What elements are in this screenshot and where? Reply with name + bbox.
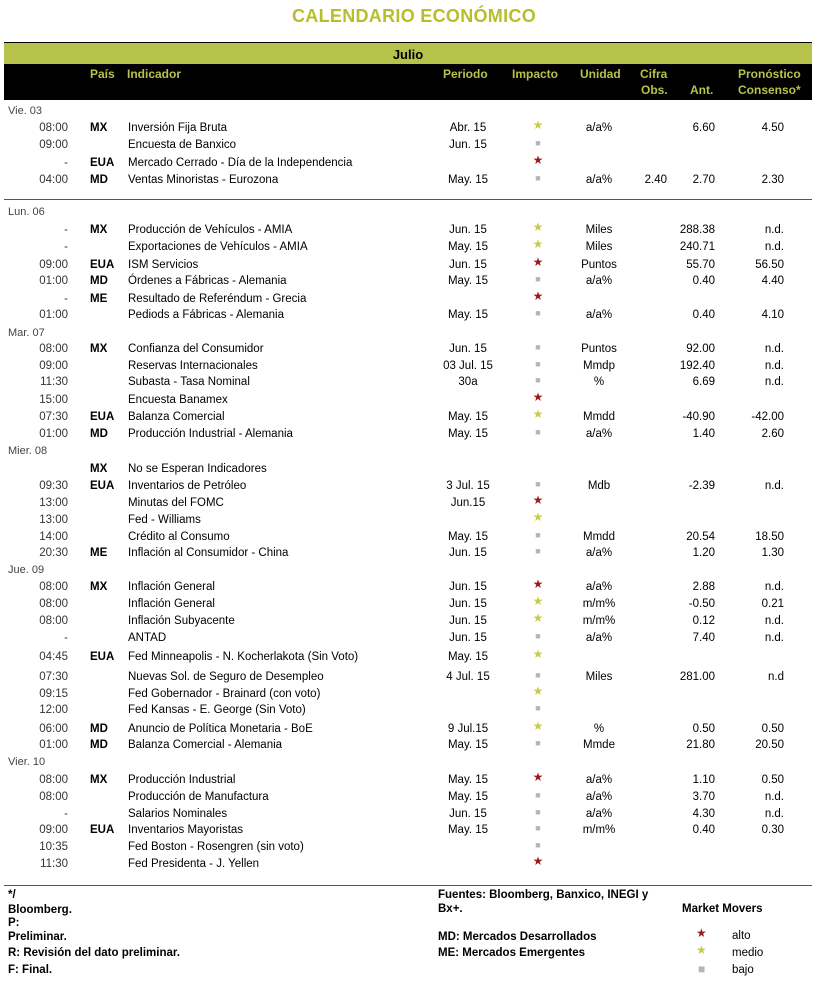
sources: Bx+.	[438, 903, 463, 915]
page-title: CALENDARIO ECONÓMICO	[292, 6, 536, 26]
row-time: -	[64, 808, 68, 820]
row-time: 07:30	[39, 671, 68, 683]
row-pronostico: 0.50	[761, 723, 784, 735]
legend-me: ME: Mercados Emergentes	[438, 947, 585, 959]
row-time: 08:00	[39, 343, 68, 355]
row-pronostico: 56.50	[755, 259, 784, 271]
star-yellow-icon: ★	[532, 510, 544, 524]
row-time: 08:00	[39, 122, 68, 134]
row-periodo: 03 Jul. 15	[443, 360, 493, 372]
row-indicator: Fed Kansas - E. George (Sin Voto)	[128, 704, 306, 716]
row-country: EUA	[90, 651, 115, 663]
square-gray-icon: ■	[535, 173, 541, 183]
star-red-icon: ★	[532, 390, 544, 404]
row-time: 09:30	[39, 480, 68, 492]
row-periodo: Jun. 15	[449, 632, 487, 644]
row-pronostico: 0.21	[761, 598, 784, 610]
row-anterior: 6.69	[692, 376, 715, 388]
month-bar: Julio	[4, 43, 812, 64]
row-periodo: Jun. 15	[449, 581, 487, 593]
footnote: R: Revisión del dato preliminar.	[8, 947, 180, 959]
row-indicator: Fed - Williams	[128, 514, 201, 526]
row-unidad: Mdb	[587, 480, 611, 492]
row-time: 11:30	[40, 376, 68, 388]
row-unidad: Miles	[585, 241, 613, 253]
row-pronostico: 2.30	[761, 174, 784, 186]
row-anterior: 4.30	[692, 808, 715, 820]
star-yellow-icon: ★	[532, 611, 544, 625]
star-red-icon: ★	[532, 255, 544, 269]
row-indicator: Inversión Fija Bruta	[128, 122, 228, 134]
row-periodo: Abr. 15	[449, 122, 487, 134]
row-indicator: Subasta - Tasa Nominal	[128, 376, 250, 388]
row-time: 01:00	[39, 428, 68, 440]
row-country: MD	[90, 739, 108, 751]
row-pronostico: n.d.	[764, 360, 784, 372]
star-red-icon: ★	[532, 577, 544, 591]
row-anterior: -40.90	[682, 411, 715, 423]
row-periodo: May. 15	[447, 411, 489, 423]
row-periodo: Jun. 15	[449, 808, 487, 820]
row-anterior: -0.50	[688, 598, 715, 610]
row-periodo: May. 15	[447, 174, 489, 186]
row-anterior: 20.54	[686, 531, 715, 543]
row-unidad: %	[593, 376, 605, 388]
row-pronostico: 0.50	[761, 774, 784, 786]
row-indicator: Inflación Subyacente	[128, 615, 235, 627]
row-pronostico: n.d.	[764, 615, 784, 627]
row-anterior: 1.40	[692, 428, 715, 440]
row-unidad: a/a%	[585, 632, 613, 644]
row-indicator: Anuncio de Política Monetaria - BoE	[128, 723, 313, 735]
square-gray-icon: ■	[535, 670, 541, 680]
row-unidad: m/m%	[582, 824, 616, 836]
row-country: MD	[90, 174, 108, 186]
row-time: 09:00	[39, 259, 68, 271]
row-indicator: Confianza del Consumidor	[128, 343, 264, 355]
star-yellow-icon: ★	[532, 719, 544, 733]
row-time: 11:30	[40, 858, 68, 870]
row-indicator: Inventarios Mayoristas	[128, 824, 244, 836]
row-periodo: May. 15	[447, 774, 489, 786]
row-unidad: a/a%	[585, 774, 613, 786]
row-time: 13:00	[39, 514, 68, 526]
row-indicator: Crédito al Consumo	[128, 531, 230, 543]
legend-medio: medio	[732, 947, 764, 959]
row-anterior: 1.10	[692, 774, 715, 786]
row-unidad: Puntos	[581, 343, 617, 355]
row-anterior: 3.70	[692, 791, 715, 803]
row-time: 09:15	[39, 688, 68, 700]
row-time: -	[64, 241, 68, 253]
row-anterior: 0.12	[692, 615, 715, 627]
square-gray-icon: ■	[535, 823, 541, 833]
row-country: MX	[90, 343, 108, 355]
row-indicator: Producción de Vehículos - AMIA	[128, 224, 293, 236]
day-label: Vie. 03	[8, 105, 43, 117]
row-unidad: a/a%	[585, 791, 613, 803]
row-anterior: 0.40	[692, 275, 715, 287]
row-indicator: Mercado Cerrado - Día de la Independencia	[128, 157, 353, 169]
row-time: 01:00	[39, 275, 68, 287]
row-indicator: Inflación General	[128, 581, 215, 593]
header-indicador: Indicador	[127, 67, 182, 81]
row-periodo: 4 Jul. 15	[446, 671, 490, 683]
row-periodo: May. 15	[447, 791, 489, 803]
row-anterior: 2.88	[692, 581, 715, 593]
legend-bajo: bajo	[732, 964, 754, 976]
row-indicator: Nuevas Sol. de Seguro de Desempleo	[128, 671, 324, 683]
row-time: 09:00	[39, 824, 68, 836]
row-unidad: a/a%	[585, 122, 613, 134]
row-periodo: Jun. 15	[449, 259, 487, 271]
header-pais: País	[90, 67, 115, 81]
row-country: EUA	[90, 480, 115, 492]
day-label: Mar. 07	[8, 327, 45, 339]
row-indicator: Fed Presidenta - J. Yellen	[128, 858, 260, 870]
star-yellow-icon: ★	[532, 684, 544, 698]
row-pronostico: n.d.	[764, 791, 784, 803]
row-anterior: 281.00	[679, 671, 715, 683]
row-periodo: Jun. 15	[449, 224, 487, 236]
row-anterior: 55.70	[686, 259, 715, 271]
row-time: 09:00	[39, 139, 68, 151]
row-time: -	[64, 632, 68, 644]
row-anterior: 1.20	[692, 547, 715, 559]
row-time: 12:00	[39, 704, 68, 716]
row-periodo: 30a	[458, 376, 478, 388]
row-unidad: Miles	[585, 671, 613, 683]
row-unidad: m/m%	[582, 598, 616, 610]
row-indicator: No se Esperan Indicadores	[128, 463, 267, 475]
row-country: MX	[90, 774, 108, 786]
row-indicator: Balanza Comercial - Alemania	[128, 739, 283, 751]
row-pronostico: n.d.	[764, 480, 784, 492]
star-yellow-icon: ★	[532, 647, 544, 661]
row-indicator: Ventas Minoristas - Eurozona	[128, 174, 279, 186]
row-pronostico: n.d.	[764, 343, 784, 355]
row-pronostico: n.d.	[764, 224, 784, 236]
row-unidad: a/a%	[585, 309, 613, 321]
row-time: 14:00	[39, 531, 68, 543]
row-time: 04:00	[39, 174, 68, 186]
square-gray-icon: ■	[535, 840, 541, 850]
header-cifra: Cifra	[640, 67, 668, 81]
row-time: -	[64, 293, 68, 305]
row-anterior: -2.39	[688, 480, 715, 492]
row-anterior: 21.80	[686, 739, 715, 751]
square-gray-icon: ■	[698, 962, 706, 976]
row-periodo: May. 15	[447, 739, 489, 751]
row-time: 10:35	[39, 841, 68, 853]
row-country: MD	[90, 428, 108, 440]
row-time: 01:00	[39, 309, 68, 321]
row-pronostico: n.d	[768, 671, 784, 683]
row-cifra-obs: 2.40	[644, 174, 667, 186]
square-gray-icon: ■	[535, 138, 541, 148]
row-country: ME	[90, 547, 108, 559]
row-pronostico: 1.30	[761, 547, 784, 559]
square-gray-icon: ■	[535, 479, 541, 489]
row-unidad: Mmdd	[583, 531, 615, 543]
header-pronostico: Pronóstico	[738, 67, 801, 81]
row-periodo: May. 15	[447, 824, 489, 836]
row-pronostico: n.d.	[764, 581, 784, 593]
row-indicator: Pediods a Fábricas - Alemania	[128, 309, 284, 321]
row-periodo: May. 15	[447, 241, 489, 253]
row-pronostico: n.d.	[764, 808, 784, 820]
row-unidad: Mmde	[583, 739, 615, 751]
row-indicator: Balanza Comercial	[128, 411, 225, 423]
footnote: */	[8, 889, 16, 901]
row-country: MX	[90, 463, 108, 475]
star-red-icon: ★	[532, 493, 544, 507]
row-indicator: Órdenes a Fábricas - Alemania	[128, 275, 287, 287]
row-indicator: Encuesta Banamex	[128, 394, 228, 406]
row-time: 08:00	[39, 615, 68, 627]
row-pronostico: 18.50	[755, 531, 784, 543]
row-pronostico: n.d.	[764, 241, 784, 253]
footnote: P:	[8, 917, 20, 929]
sources: Fuentes: Bloomberg, Banxico, INEGI y	[438, 889, 649, 901]
row-indicator: Fed Gobernador - Brainard (con voto)	[128, 688, 321, 700]
square-gray-icon: ■	[535, 274, 541, 284]
row-pronostico: 4.50	[761, 122, 784, 134]
row-unidad: a/a%	[585, 428, 613, 440]
square-gray-icon: ■	[535, 375, 541, 385]
star-red-icon: ★	[532, 153, 544, 167]
row-indicator: Producción de Manufactura	[128, 791, 269, 803]
row-unidad: m/m%	[582, 615, 616, 627]
row-pronostico: 0.30	[761, 824, 784, 836]
row-country: EUA	[90, 824, 115, 836]
row-unidad: a/a%	[585, 808, 613, 820]
star-yellow-icon: ★	[532, 407, 544, 421]
square-gray-icon: ■	[535, 427, 541, 437]
row-time: 08:00	[39, 598, 68, 610]
row-country: ME	[90, 293, 108, 305]
row-time: 04:45	[39, 651, 68, 663]
row-anterior: 240.71	[679, 241, 715, 253]
header-ant: Ant.	[690, 83, 714, 97]
row-time: 08:00	[39, 791, 68, 803]
header-impacto: Impacto	[512, 67, 559, 81]
row-indicator: Fed Boston - Rosengren (sin voto)	[128, 841, 304, 853]
row-time: 08:00	[39, 581, 68, 593]
divider	[4, 885, 812, 886]
square-gray-icon: ■	[535, 807, 541, 817]
row-pronostico: 4.10	[761, 309, 784, 321]
row-indicator: Inflación General	[128, 598, 215, 610]
row-country: EUA	[90, 411, 115, 423]
star-yellow-icon: ★	[532, 594, 544, 608]
row-periodo: May. 15	[447, 309, 489, 321]
row-pronostico: 20.50	[755, 739, 784, 751]
row-unidad: a/a%	[585, 547, 613, 559]
row-indicator: Minutas del FOMC	[128, 497, 224, 509]
header-unidad: Unidad	[580, 67, 621, 81]
row-unidad: Miles	[585, 224, 613, 236]
row-anterior: 0.40	[692, 824, 715, 836]
row-country: EUA	[90, 259, 115, 271]
row-periodo: 3 Jul. 15	[446, 480, 490, 492]
square-gray-icon: ■	[535, 790, 541, 800]
row-time: 07:30	[39, 411, 68, 423]
row-unidad: Puntos	[581, 259, 617, 271]
row-time: -	[64, 157, 68, 169]
row-indicator: ANTAD	[128, 632, 167, 644]
row-pronostico: n.d.	[764, 632, 784, 644]
row-periodo: May. 15	[447, 651, 489, 663]
row-unidad: a/a%	[585, 275, 613, 287]
row-periodo: May. 15	[447, 275, 489, 287]
square-gray-icon: ■	[535, 359, 541, 369]
row-indicator: Inflación al Consumidor - China	[128, 547, 289, 559]
row-time: 01:00	[39, 739, 68, 751]
row-time: 06:00	[39, 723, 68, 735]
row-indicator: Producción Industrial - Alemania	[128, 428, 293, 440]
square-gray-icon: ■	[535, 703, 541, 713]
divider	[4, 199, 812, 200]
square-gray-icon: ■	[535, 530, 541, 540]
footnote: Preliminar.	[8, 931, 67, 943]
row-pronostico: -42.00	[751, 411, 784, 423]
row-anterior: 7.40	[692, 632, 715, 644]
day-label: Vier. 10	[8, 756, 46, 768]
row-anterior: 6.60	[692, 122, 715, 134]
star-yellow-icon: ★	[532, 220, 544, 234]
row-time: 09:00	[39, 360, 68, 372]
row-unidad: %	[593, 723, 605, 735]
row-time: 08:00	[39, 774, 68, 786]
square-gray-icon: ■	[535, 308, 541, 318]
row-unidad: Mmdd	[583, 411, 615, 423]
row-anterior: 92.00	[686, 343, 715, 355]
row-unidad: a/a%	[585, 581, 613, 593]
square-gray-icon: ■	[535, 738, 541, 748]
star-red-icon: ★	[532, 854, 544, 868]
row-anterior: 0.50	[692, 723, 715, 735]
row-country: MX	[90, 581, 108, 593]
header-obs: Obs.	[641, 83, 668, 97]
row-periodo: May. 15	[447, 531, 489, 543]
star-yellow-icon: ★	[532, 237, 544, 251]
row-country: MX	[90, 224, 108, 236]
row-indicator: Encuesta de Banxico	[128, 139, 237, 151]
row-pronostico: 4.40	[761, 275, 784, 287]
row-indicator: Exportaciones de Vehículos - AMIA	[128, 241, 308, 253]
row-unidad: Mmdp	[583, 360, 615, 372]
row-time: 15:00	[39, 394, 68, 406]
row-time: 13:00	[39, 497, 68, 509]
legend-md: MD: Mercados Desarrollados	[438, 931, 597, 943]
square-gray-icon: ■	[535, 631, 541, 641]
row-indicator: Resultado de Referéndum - Grecia	[128, 293, 307, 305]
row-anterior: 0.40	[692, 309, 715, 321]
row-anterior: 192.40	[679, 360, 715, 372]
row-country: MD	[90, 275, 108, 287]
row-indicator: ISM Servicios	[128, 259, 199, 271]
footnote: F: Final.	[8, 964, 53, 976]
row-periodo: 9 Jul.15	[447, 723, 489, 735]
star-yellow-icon: ★	[532, 118, 544, 132]
row-indicator: Reservas Internacionales	[128, 360, 258, 372]
row-country: MX	[90, 122, 108, 134]
row-periodo: Jun. 15	[449, 598, 487, 610]
row-country: EUA	[90, 157, 115, 169]
header-periodo: Periodo	[443, 67, 488, 81]
row-time: 20:30	[39, 547, 68, 559]
row-country: MD	[90, 723, 108, 735]
star-red-icon: ★	[696, 926, 707, 940]
market-movers-title: Market Movers	[682, 903, 763, 915]
row-unidad: a/a%	[585, 174, 613, 186]
row-periodo: May. 15	[447, 428, 489, 440]
row-time: -	[64, 224, 68, 236]
row-indicator: Inventarios de Petróleo	[128, 480, 247, 492]
square-gray-icon: ■	[535, 546, 541, 556]
row-periodo: Jun. 15	[449, 615, 487, 627]
row-indicator: Fed Minneapolis - N. Kocherlakota (Sin Voto)	[128, 651, 359, 663]
row-anterior: 288.38	[679, 224, 715, 236]
row-periodo: Jun.15	[450, 497, 486, 509]
row-periodo: Jun. 15	[449, 139, 487, 151]
footnote: Bloomberg.	[8, 904, 72, 916]
day-label: Jue. 09	[8, 564, 45, 576]
row-pronostico: n.d.	[764, 376, 784, 388]
star-red-icon: ★	[532, 770, 544, 784]
row-anterior: 2.70	[692, 174, 715, 186]
legend-alto: alto	[732, 930, 751, 942]
day-label: Mier. 08	[8, 445, 48, 457]
row-indicator: Producción Industrial	[128, 774, 236, 786]
row-periodo: Jun. 15	[449, 547, 487, 559]
row-periodo: Jun. 15	[449, 343, 487, 355]
day-label: Lun. 06	[8, 206, 45, 218]
header-consenso: Consenso*	[738, 83, 801, 97]
row-indicator: Salarios Nominales	[128, 808, 228, 820]
star-yellow-icon: ★	[696, 943, 707, 957]
square-gray-icon: ■	[535, 342, 541, 352]
row-pronostico: 2.60	[761, 428, 784, 440]
star-red-icon: ★	[532, 289, 544, 303]
